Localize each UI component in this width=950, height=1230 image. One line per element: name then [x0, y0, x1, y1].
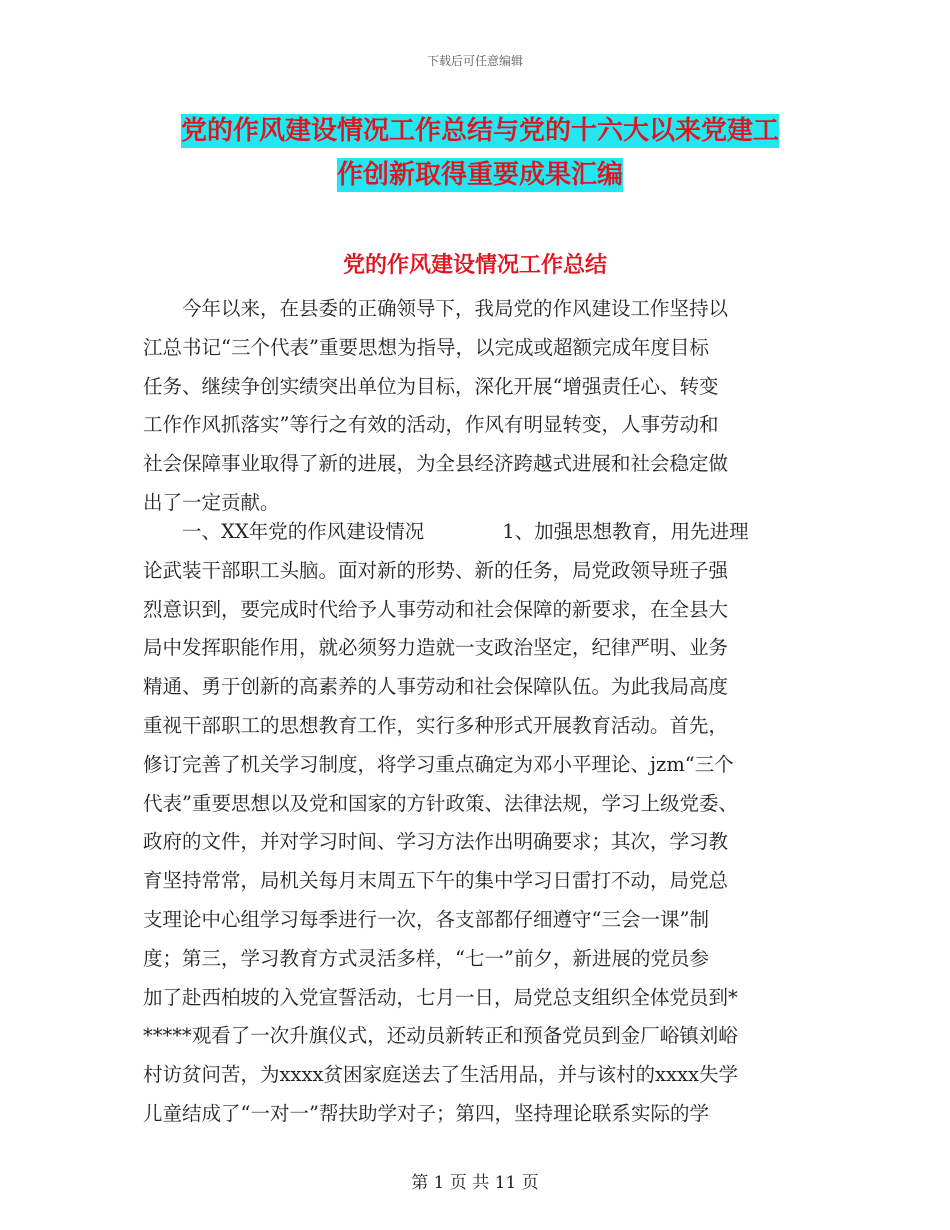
document-title-line-2: 作创新取得重要成果汇编	[336, 160, 623, 190]
text-line: 局中发挥职能作用，就必须努力造就一支政治坚定，纪律严明、业务	[143, 636, 729, 660]
text-line: 加了赴西柏坡的入党宣誓活动，七月一日，局党总支组织全体党员到*	[143, 985, 738, 1009]
text-line: 江总书记“三个代表”重要思想为指导，以完成或超额完成年度目标	[143, 335, 709, 359]
section-title: 党的作风建设情况工作总结	[342, 253, 607, 278]
text-line: 精通、勇于创新的高素养的人事劳动和社会保障队伍。为此我局高度	[143, 675, 729, 699]
text-line: 儿童结成了“一对一”帮扶助学对子；第四，坚持理论联系实际的学	[143, 1101, 709, 1125]
text-line: 一、XX年党的作风建设情况 1、加强思想教育，用先进理	[143, 520, 749, 543]
text-line: 工作作风抓落实”等行之有效的活动，作风有明显转变，人事劳动和	[143, 413, 719, 437]
text-line: *****观看了一次升旗仪式，还动员新转正和预备党员到金厂峪镇刘峪	[143, 1024, 738, 1048]
text-line: 出了一定贡献。	[143, 490, 280, 514]
text-line: 社会保障事业取得了新的进展，为全县经济跨越式进展和社会稳定做	[143, 452, 729, 476]
page-footer: 第 1 页 共 11 页	[411, 1173, 539, 1193]
text-line: 度；第三，学习教育方式灵活多样，“七一”前夕，新进展的党员参	[143, 946, 709, 970]
paragraph-intro	[143, 290, 803, 523]
document-title-line-1: 党的作风建设情况工作总结与党的十六大以来党建工	[180, 116, 779, 146]
paragraph-section-one	[143, 513, 803, 1134]
text-line: 支理论中心组学习每季进行一次，各支部都仔细遵守“三会一课”制	[143, 907, 709, 931]
text-line: 村访贫问苦，为xxxx贫困家庭送去了生活用品，并与该村的xxxx失学	[143, 1063, 738, 1087]
text-line: 论武装干部职工头脑。面对新的形势、新的任务，局党政领导班子强	[143, 558, 729, 582]
text-line: 任务、继续争创实绩突出单位为目标，深化开展“增强责任心、转变	[143, 374, 719, 398]
text-line: 重视干部职工的思想教育工作，实行多种形式开展教育活动。首先，	[143, 713, 729, 737]
header-note: 下载后可任意编辑	[426, 54, 523, 68]
text-line: 代表”重要思想以及党和国家的方针政策、法律法规，学习上级党委、	[143, 791, 738, 815]
text-line: 育坚持常常，局机关每月末周五下午的集中学习日雷打不动，局党总	[143, 869, 729, 893]
text-line: 烈意识到，要完成时代给予人事劳动和社会保障的新要求，在全县大	[143, 597, 729, 621]
text-line: 政府的文件，并对学习时间、学习方法作出明确要求；其次，学习教	[143, 830, 729, 854]
text-line: 今年以来，在县委的正确领导下，我局党的作风建设工作坚持以	[143, 297, 729, 320]
text-line: 修订完善了机关学习制度，将学习重点确定为邓小平理论、jzm“三个	[143, 752, 734, 776]
